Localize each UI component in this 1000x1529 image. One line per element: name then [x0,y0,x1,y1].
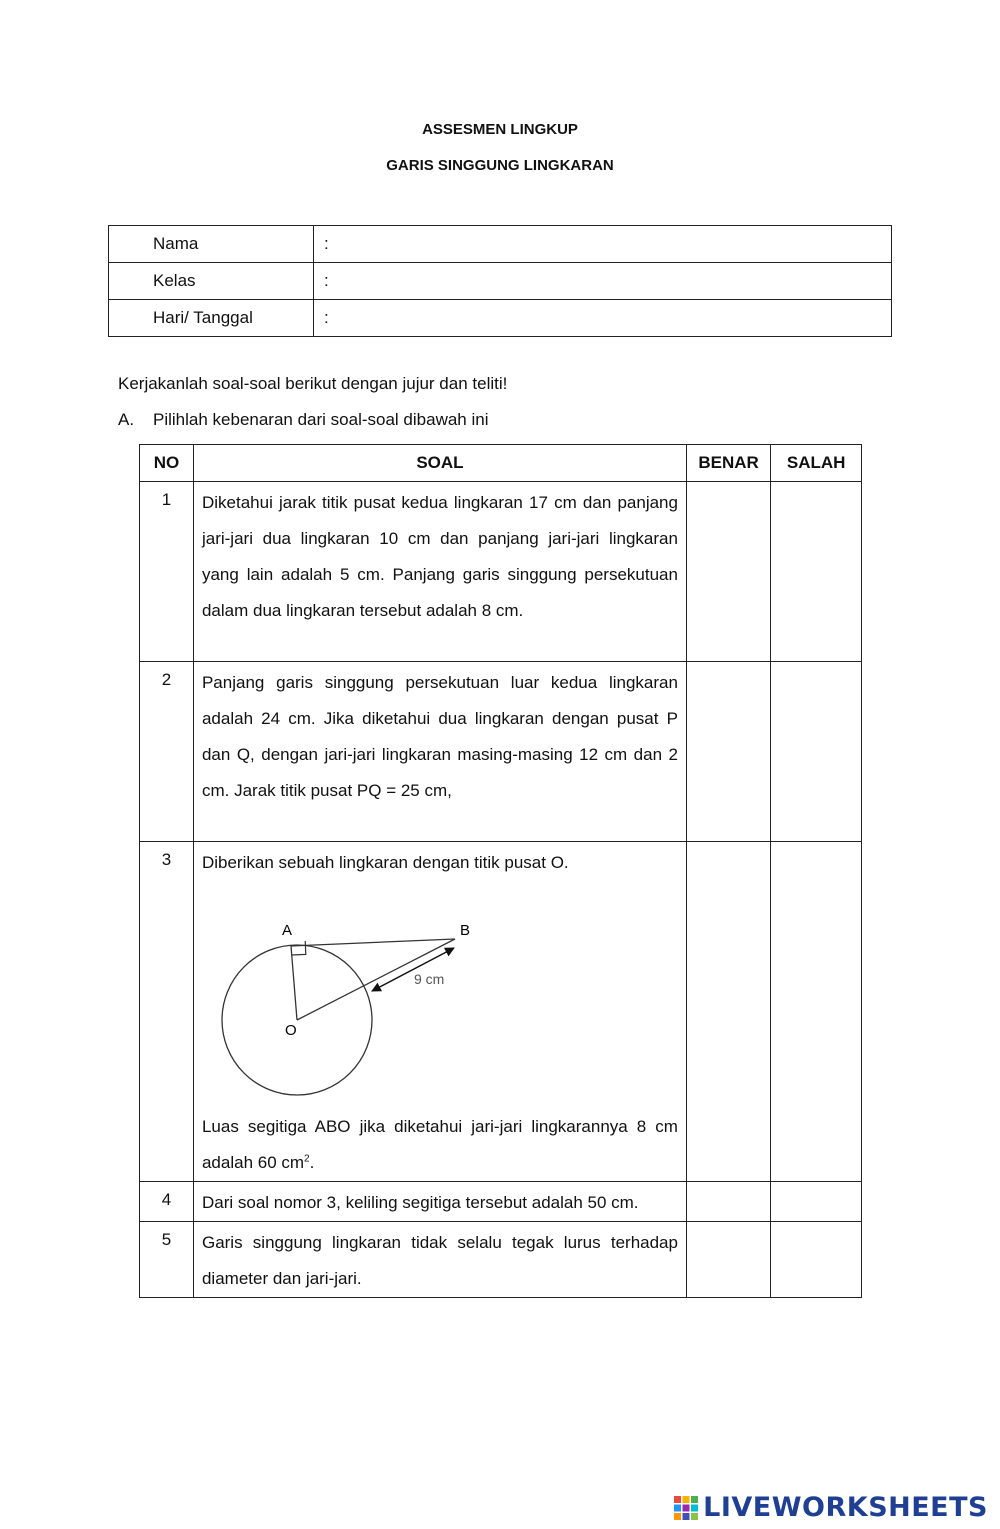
kelas-field[interactable]: : [314,263,892,300]
identity-row-nama [109,226,892,263]
section-a-heading [118,410,488,430]
questions-table [139,444,862,1298]
table-row [140,662,862,842]
distance-label: 9 cm [413,971,445,987]
table-row [140,1182,862,1222]
table-row [140,1222,862,1298]
salah-answer-cell[interactable] [771,662,862,842]
benar-answer-cell[interactable] [686,1182,770,1222]
header-benar: BENAR [686,445,770,482]
question-text: Diketahui jarak titik pusat kedua lingkaran 17 cm dan panjang jari-jari dua lingkaran 10 cm dan panjang jari-jari lingkaran yang lain adalah 5 cm. Panjang garis singgung persekutuan dalam dua lingkaran tersebut adalah 8 cm. [193,482,686,662]
label-a: A [281,922,292,939]
question-text-main: Luas segitiga ABO jika diketahui jari-jari lingkarannya 8 cm adalah 60 $cm^2$. [201,1117,678,1172]
question-number: 5 [140,1222,194,1298]
tangent-line-ab [291,939,455,946]
header-salah: SALAH [771,445,862,482]
radius-oa [291,946,297,1020]
tanggal-field[interactable]: : [314,300,892,337]
salah-answer-cell[interactable] [771,1182,862,1222]
benar-answer-cell[interactable] [686,1222,770,1298]
benar-answer-cell[interactable] [686,842,770,1182]
label-b: B [459,922,470,939]
identity-row-kelas [109,263,892,300]
tangent-circle-diagram [202,883,502,1103]
instructions-intro: Kerjakanlah soal-soal berikut dengan jujur dan teliti! [118,374,508,393]
identity-label: Kelas [109,263,314,300]
right-angle-mark [292,941,306,955]
identity-label: Hari/ Tanggal [109,300,314,337]
salah-answer-cell[interactable] [771,1222,862,1298]
liveworksheets-logo [673,1492,988,1523]
identity-label: Nama [109,226,314,263]
brand-name: LIVEWORKSHEETS [703,1492,988,1523]
salah-answer-cell[interactable] [771,842,862,1182]
question-text: Dari soal nomor 3, keliling segitiga tersebut adalah 50 cm. [193,1182,686,1222]
question-text: Panjang garis singgung persekutuan luar kedua lingkaran adalah 24 cm. Jika diketahui dua lingkaran dengan pusat P dan Q, dengan jari-jari lingkaran masing-masing 12 cm dan 2 cm. Jarak titik pusat PQ = 25 cm, [193,662,686,842]
nama-field[interactable]: : [314,226,892,263]
header-soal: SOAL [193,445,686,482]
blocks-icon [673,1495,699,1521]
table-row [140,842,862,1182]
identity-row-tanggal [109,300,892,337]
page-title: ASSESMEN LINGKUP [422,121,578,138]
section-letter: A. [118,410,135,429]
question-text [193,842,686,1182]
student-identity-table [108,225,892,337]
salah-answer-cell[interactable] [771,482,862,662]
page-subtitle: GARIS SINGGUNG LINGKARAN [386,157,614,174]
table-row [140,482,862,662]
question-number: 4 [140,1182,194,1222]
section-text: Pilihlah kebenaran dari soal-soal dibawah ini [153,410,489,429]
question-intro: Diberikan sebuah lingkaran dengan titik pusat O. [201,853,569,872]
label-o: O [284,1022,297,1039]
question-text: Garis singgung lingkaran tidak selalu tegak lurus terhadap diameter dan jari-jari. [193,1222,686,1298]
question-number: 1 [140,482,194,662]
header-no: NO [140,445,194,482]
table-header-row [140,445,862,482]
benar-answer-cell[interactable] [686,662,770,842]
question-number: 2 [140,662,194,842]
benar-answer-cell[interactable] [686,482,770,662]
question-number: 3 [140,842,194,1182]
